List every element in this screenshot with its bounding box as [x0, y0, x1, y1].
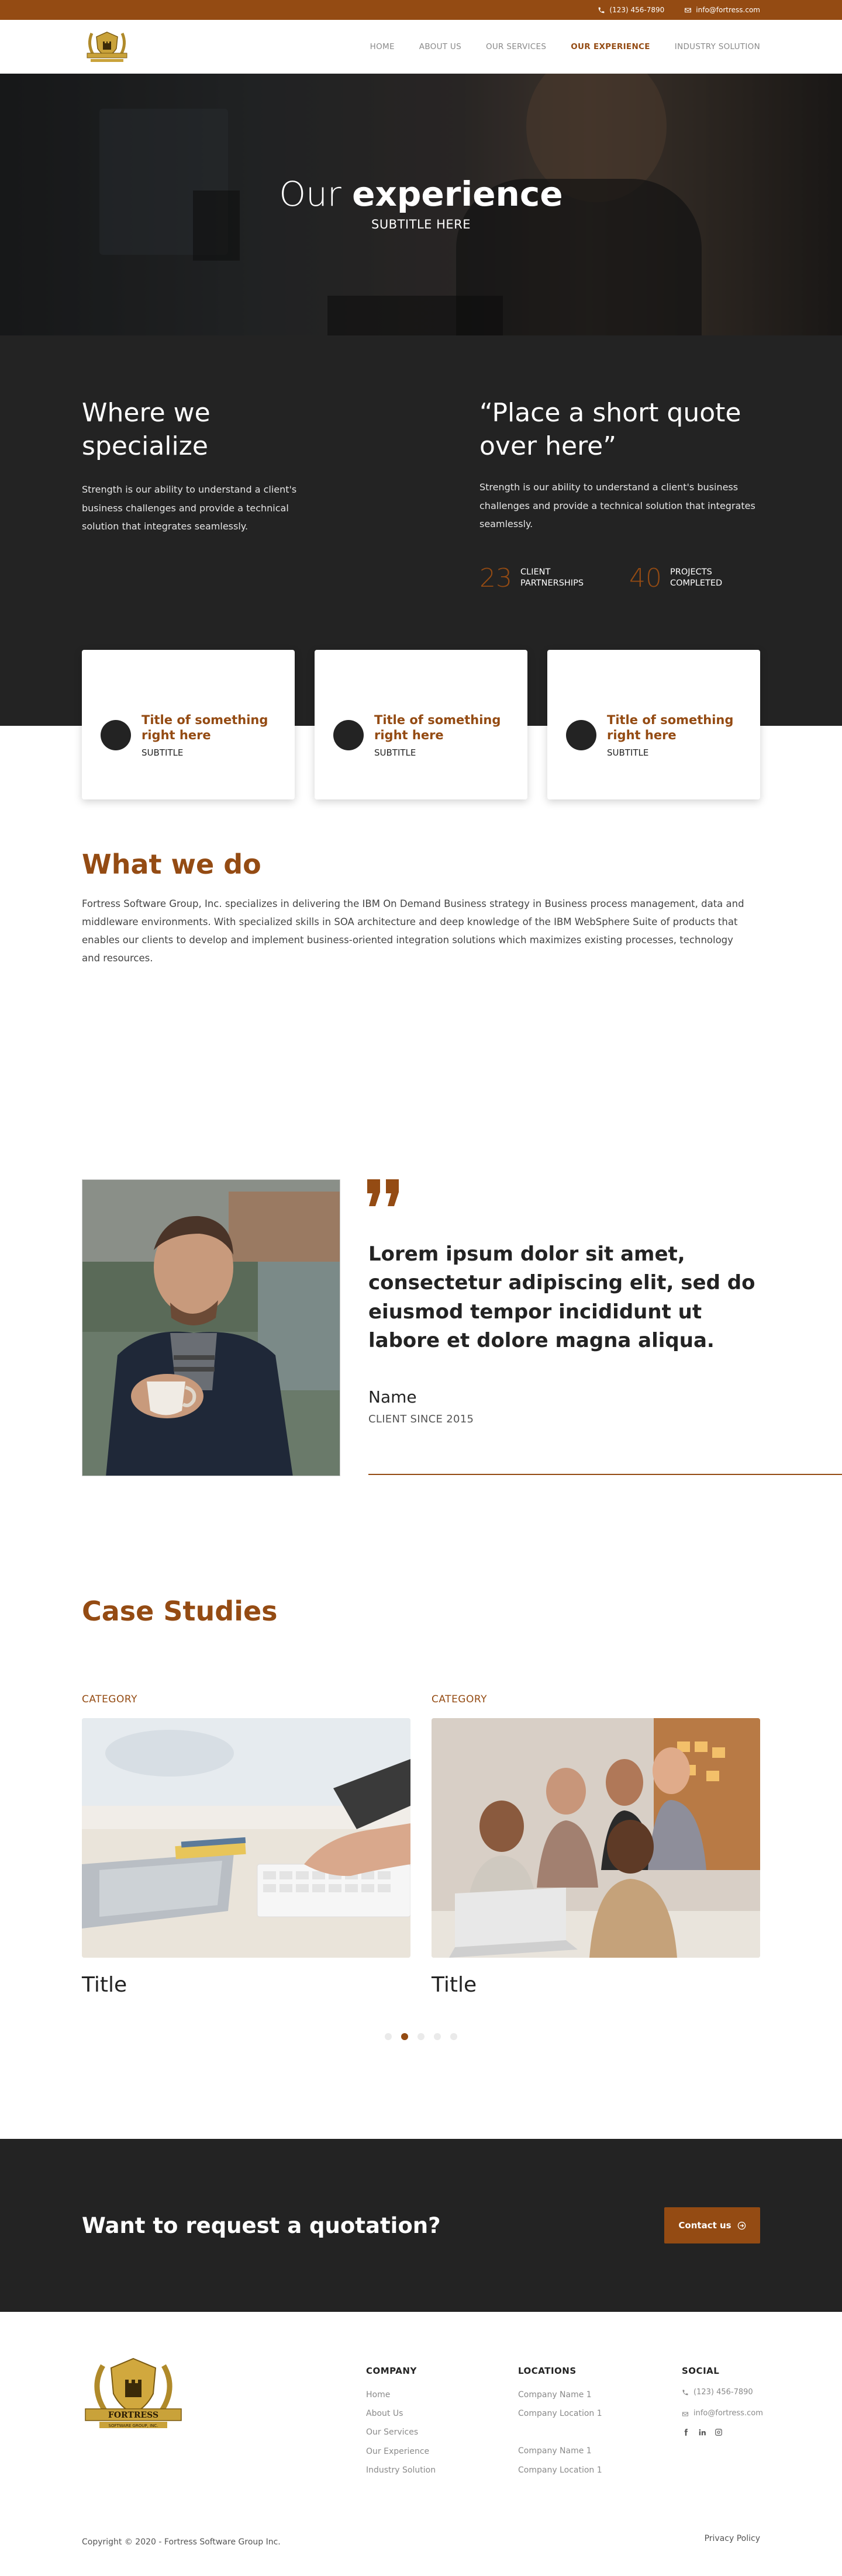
- footer-locations-column: [518, 2366, 602, 2480]
- site-header: [0, 20, 842, 74]
- stat-number: 40: [629, 563, 662, 593]
- instagram-icon[interactable]: [715, 2428, 723, 2436]
- copyright-text: Copyright © 2020 - Fortress Software Group Inc.: [82, 2537, 281, 2547]
- nav-home[interactable]: HOME: [370, 42, 395, 51]
- testimonial-name: Name: [368, 1387, 417, 1407]
- top-utility-bar: [0, 0, 842, 20]
- footer-phone-text: (123) 456-7890: [693, 2388, 753, 2397]
- facebook-icon[interactable]: [682, 2428, 690, 2436]
- quote-body: Strength is our ability to understand a client's business challenges and provide a technical solution that integrates seamlessly.: [479, 482, 755, 529]
- footer-link-about-us[interactable]: About Us: [366, 2409, 403, 2419]
- case-image[interactable]: [432, 1718, 760, 1958]
- carousel-pagination: [82, 2033, 760, 2040]
- testimonial-photo: [82, 1179, 340, 1476]
- stat-number: 23: [479, 563, 512, 593]
- hero-title-light: Our: [279, 174, 341, 214]
- feature-card[interactable]: [547, 650, 760, 799]
- testimonial-quote: Lorem ipsum dolor sit amet, consectetur adipiscing elit, sed do eiusmod tempor incididunt ut labore et dolore magna aliqua.: [368, 1242, 755, 1352]
- quote-column: [479, 396, 760, 593]
- specialize-heading: Where we specialize: [82, 398, 210, 462]
- carousel-dot[interactable]: [434, 2033, 441, 2040]
- fortress-logo-icon: [84, 29, 130, 65]
- phone-icon: [682, 2389, 689, 2396]
- card-title: Title of something right here: [607, 712, 734, 742]
- phone-icon: [598, 6, 605, 14]
- team-meeting-illustration: [432, 1718, 760, 1958]
- logo-tagline-text: SOFTWARE GROUP, INC.: [108, 2423, 158, 2428]
- card-circle-icon: [333, 720, 364, 750]
- specialize-body: Strength is our ability to understand a client's business challenges and provide a technical solution that integrates seamlessly.: [82, 484, 297, 532]
- hero-title: [0, 174, 842, 214]
- location-address: Company Location 1: [518, 2465, 602, 2475]
- arrow-circle-icon: [737, 2221, 746, 2230]
- stats-row: [479, 563, 760, 593]
- footer-email[interactable]: [682, 2403, 763, 2424]
- nav-our-experience[interactable]: OUR EXPERIENCE: [571, 42, 650, 51]
- card-subtitle: SUBTITLE: [607, 747, 649, 759]
- laptop-typing-illustration: [82, 1718, 410, 1958]
- testimonial-client-since: CLIENT SINCE 2015: [368, 1413, 474, 1425]
- quotation-cta-section: [0, 2139, 842, 2312]
- footer-link-our-experience[interactable]: Our Experience: [366, 2446, 430, 2456]
- case-studies-section: [0, 1595, 842, 2139]
- case-studies-heading: Case Studies: [82, 1595, 278, 1627]
- case-study-card[interactable]: [82, 1694, 410, 1997]
- site-footer: [0, 2312, 842, 2576]
- footer-link-home[interactable]: Home: [366, 2390, 391, 2400]
- testimonial-divider: [368, 1474, 842, 1475]
- footer-company-heading: COMPANY: [366, 2366, 417, 2376]
- topbar-phone-text: (123) 456-7890: [609, 6, 665, 14]
- carousel-dot[interactable]: [385, 2033, 392, 2040]
- footer-phone[interactable]: [682, 2382, 763, 2403]
- footer-social-heading: SOCIAL: [682, 2366, 720, 2376]
- case-title[interactable]: Title: [82, 1973, 127, 1997]
- stat-label: PROJECTS COMPLETED: [670, 567, 723, 588]
- card-circle-icon: [101, 720, 131, 750]
- quote-mark-icon: [367, 1179, 400, 1210]
- privacy-policy-link[interactable]: Privacy Policy: [704, 2534, 760, 2543]
- carousel-dot[interactable]: [417, 2033, 425, 2040]
- footer-link-industry-solution[interactable]: Industry Solution: [366, 2465, 436, 2475]
- case-category[interactable]: CATEGORY: [432, 1694, 487, 1705]
- case-study-card[interactable]: [432, 1694, 760, 1997]
- case-category[interactable]: CATEGORY: [82, 1694, 137, 1705]
- footer-locations-heading: LOCATIONS: [518, 2366, 577, 2376]
- cta-heading: Want to request a quotation?: [82, 2213, 441, 2238]
- card-title: Title of something right here: [374, 712, 501, 742]
- short-quote: “Place a short quote over here”: [479, 398, 741, 462]
- card-subtitle: SUBTITLE: [374, 747, 416, 759]
- cards-section: [0, 712, 842, 829]
- logo-brand-text: FORTRESS: [108, 2411, 159, 2420]
- case-title[interactable]: Title: [432, 1973, 477, 1997]
- card-circle-icon: [566, 720, 596, 750]
- topbar-email[interactable]: [684, 6, 760, 14]
- header-logo[interactable]: [82, 28, 132, 65]
- nav-our-services[interactable]: OUR SERVICES: [485, 42, 547, 51]
- contact-us-button[interactable]: [664, 2207, 760, 2243]
- topbar-email-text: info@fortress.com: [696, 6, 760, 14]
- specialize-column: [82, 396, 327, 593]
- hero-banner: [0, 74, 842, 335]
- carousel-dot-active[interactable]: [401, 2033, 408, 2040]
- footer-logo[interactable]: [82, 2353, 185, 2437]
- nav-about-us[interactable]: ABOUT US: [419, 42, 461, 51]
- fortress-crest-logo: [82, 2353, 185, 2435]
- mail-icon: [684, 6, 692, 14]
- location-name: Company Name 1: [518, 2390, 592, 2400]
- nav-industry-solution[interactable]: INDUSTRY SOLUTION: [674, 42, 760, 51]
- footer-social-column: [682, 2366, 763, 2436]
- what-we-do-section: [0, 849, 842, 1179]
- hero-subtitle: SUBTITLE HERE: [371, 217, 471, 231]
- linkedin-icon[interactable]: [698, 2428, 706, 2436]
- case-studies-carousel: [82, 1694, 760, 1997]
- feature-card[interactable]: [82, 650, 295, 799]
- social-icons-row: [682, 2428, 763, 2436]
- mail-icon: [682, 2411, 689, 2418]
- footer-email-text: info@fortress.com: [693, 2409, 763, 2418]
- card-title: Title of something right here: [142, 712, 268, 742]
- what-we-do-body: Fortress Software Group, Inc. specializes in delivering the IBM On Demand Business strategy in Business process management, data and middleware environments. With specialized skills in SOA architecture and deep knowledge of the IBM WebSphere Suite of products that enables our clients to develop and implement business-oriented integration solutions which maximizes existing processes, technology and resources.: [82, 898, 744, 964]
- stat-label: CLIENT PARTNERSHIPS: [520, 567, 584, 588]
- card-subtitle: SUBTITLE: [142, 747, 184, 759]
- person-photo-illustration: [82, 1180, 340, 1476]
- stat-client-partnerships: [479, 563, 596, 593]
- footer-company-column: [366, 2366, 436, 2480]
- contact-us-label: Contact us: [678, 2220, 731, 2231]
- stat-projects-completed: [629, 563, 746, 593]
- case-image[interactable]: [82, 1718, 410, 1958]
- location-name: Company Name 1: [518, 2446, 592, 2456]
- what-we-do-heading: What we do: [82, 849, 261, 880]
- main-nav: [370, 42, 760, 51]
- feature-card[interactable]: [315, 650, 527, 799]
- footer-link-our-services[interactable]: Our Services: [366, 2428, 419, 2437]
- carousel-dot[interactable]: [450, 2033, 457, 2040]
- topbar-phone[interactable]: [598, 6, 664, 14]
- hero-title-bold: experience: [352, 174, 563, 214]
- hero-text: [0, 174, 842, 231]
- testimonial-section: [0, 1179, 842, 1595]
- location-address: Company Location 1: [518, 2409, 602, 2419]
